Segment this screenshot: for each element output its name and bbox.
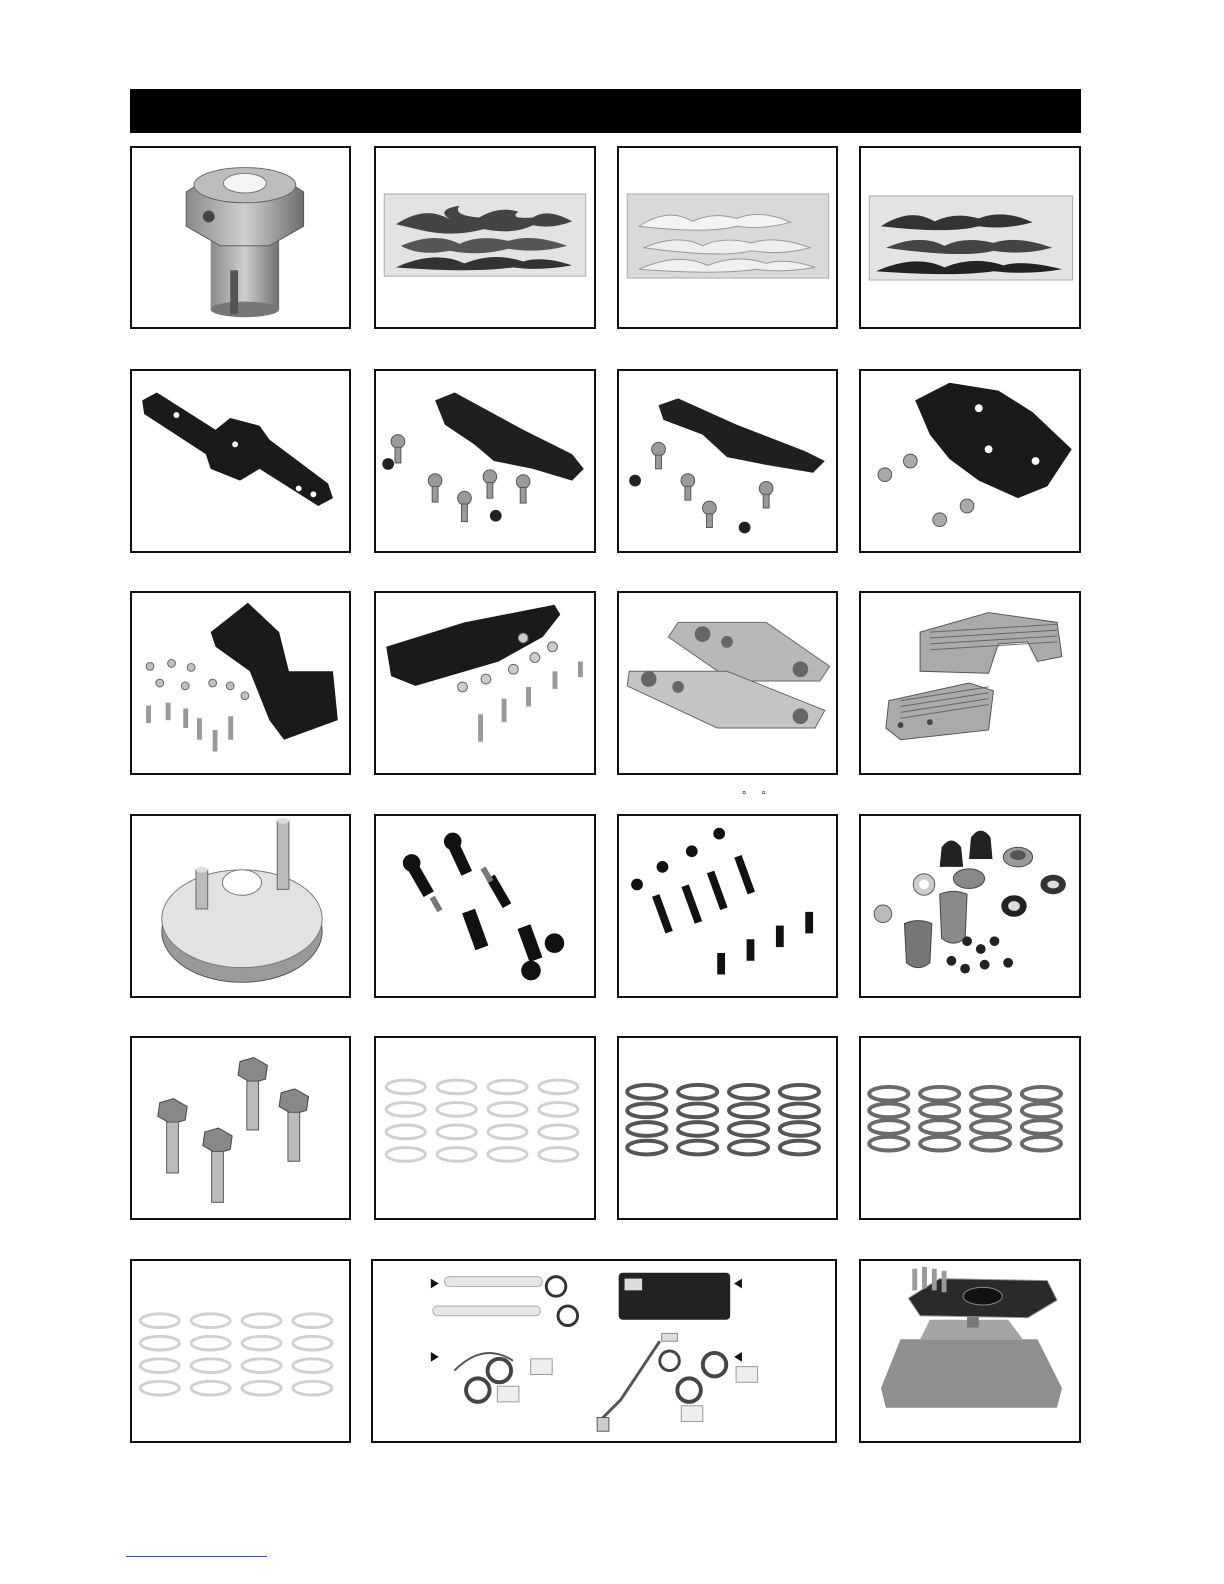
shock-springs-medium-icon bbox=[619, 1038, 836, 1218]
product-tile-suspension-holder[interactable] bbox=[617, 591, 838, 775]
footer-link-underline[interactable] bbox=[126, 1556, 267, 1557]
product-tile-turnbuckles-long[interactable] bbox=[617, 814, 838, 998]
flame-decal-sheet-icon bbox=[861, 148, 1079, 327]
product-tile-turnbuckles[interactable] bbox=[374, 814, 596, 998]
carbon-radio-plate-icon bbox=[861, 371, 1079, 551]
flame-decal-sheet-icon bbox=[376, 148, 594, 327]
carbon-side-plate-icon bbox=[376, 593, 594, 773]
product-tile-flame-decal-2[interactable] bbox=[617, 146, 838, 329]
carbon-brace-plate-icon bbox=[132, 371, 349, 551]
product-tile-side-plate[interactable] bbox=[374, 591, 596, 775]
shock-springs-extra-soft-icon bbox=[132, 1261, 349, 1441]
carbon-shock-tower-rear-icon bbox=[619, 371, 836, 551]
shock-parts-set-icon bbox=[861, 816, 1079, 996]
product-tile-engine-stand[interactable] bbox=[859, 1259, 1081, 1443]
product-tile-springs-dark[interactable] bbox=[617, 1036, 838, 1220]
product-tile-motor-mount[interactable] bbox=[859, 591, 1081, 775]
product-tile-radio-plate[interactable] bbox=[859, 369, 1081, 553]
product-tile-springs-extra[interactable] bbox=[130, 1259, 351, 1443]
clutch-bell-hub-icon bbox=[132, 148, 349, 327]
product-tile-front-shock-tower[interactable] bbox=[374, 369, 596, 553]
turnbuckle-set-icon bbox=[376, 816, 594, 996]
turnbuckle-set-long-icon bbox=[619, 816, 836, 996]
product-tile-shock-parts[interactable] bbox=[859, 814, 1081, 998]
shock-springs-hard-icon bbox=[861, 1038, 1079, 1218]
flywheel-icon bbox=[132, 816, 349, 996]
product-tile-led-kit[interactable] bbox=[371, 1259, 837, 1443]
aluminum-suspension-holder-icon bbox=[619, 593, 836, 773]
led-light-kit-icon bbox=[373, 1261, 835, 1441]
aluminum-motor-mount-icon bbox=[861, 593, 1079, 773]
product-tile-springs-grey[interactable] bbox=[859, 1036, 1081, 1220]
section-header-bar bbox=[130, 89, 1081, 133]
product-tile-springs-white[interactable] bbox=[374, 1036, 596, 1220]
carbon-shock-tower-front-icon bbox=[376, 371, 594, 551]
product-tile-flame-decal-1[interactable] bbox=[374, 146, 596, 329]
product-tile-clutch-hub[interactable] bbox=[130, 146, 351, 329]
product-tile-flange-screws[interactable] bbox=[130, 1036, 351, 1220]
flame-decal-sheet-silver-icon bbox=[619, 148, 836, 327]
carbon-chassis-stiffener-icon bbox=[132, 593, 349, 773]
product-tile-carbon-brace[interactable] bbox=[130, 369, 351, 553]
flange-hex-screws-icon bbox=[132, 1038, 349, 1218]
product-tile-chassis-stiffener[interactable] bbox=[130, 591, 351, 775]
shock-springs-soft-icon bbox=[376, 1038, 594, 1218]
engine-stand-icon bbox=[861, 1261, 1079, 1441]
product-tile-flame-decal-3[interactable] bbox=[859, 146, 1081, 329]
product-tile-rear-shock-tower[interactable] bbox=[617, 369, 838, 553]
product-tile-flywheel[interactable] bbox=[130, 814, 351, 998]
separator-dots: ° ° bbox=[742, 790, 772, 802]
